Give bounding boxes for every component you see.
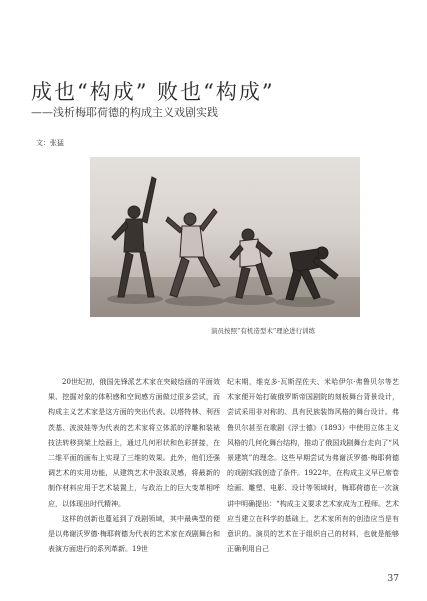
- photo-actors-training: [90, 157, 360, 317]
- article-title: 成也“构成” 败也“构成”: [31, 80, 275, 104]
- paragraph: 20世纪初，俄国先锋派艺术家在突破绘画的平面效果、挖掘对象的体积感和空间感方面做过很多尝试，而构成主义艺术家是这方面的突出代表。以塔特林、利西茨基、波波娃等为代表的艺术家将立体派的浮雕和装裱技法转移到架上绘画上，通过几何形状和色彩拼接，在二维平面的画布上实现了三维的效果。此外，他们还强调艺术的实用功能，从建筑艺术中汲取灵感，将最新的制作材料应用于艺术装置上，与政治上的巨大变革相呼应，以体现出时代精神。: [48, 378, 220, 508]
- paragraph: 纪末期，维克多·瓦斯涅佐夫、米哈伊尔·弗鲁贝尔等艺术家便开始打破俄罗斯帝国剧院的刻板舞台背景设计，尝试采用非对称的、具有民族装饰风格的舞台设计。弗鲁贝尔甚至在歌剧《浮士德》（1893）中使用立体主义风格的几何化舞台结构，推动了俄国戏剧舞台走向了“风景建筑”的理念。这些早期尝试为弗谢沃罗德·梅耶荷德的戏剧实践创造了条件。1922年，在构成主义早已席卷绘画、雕塑、电影、设计等领域时，梅耶荷德在一次演讲中明确提出：“构成主义要求艺术家成为工程师。艺术应当建立在科学的基础上，艺术家所有的创造应当是有意识的。演员的艺术在于组织自己的材料，也就是能够正确利用自己: [227, 378, 399, 554]
- body-column-left: [48, 375, 220, 557]
- paragraph: 这样的创新也蔓延到了戏剧领域，其中最典型的便是以弗谢沃罗德·梅耶荷德为代表的艺术家在戏剧舞台和表演方面进行的系列革新。19世: [48, 514, 220, 554]
- photo-caption: 演员按照“有机造型术”理论进行训练: [211, 327, 316, 335]
- page-number: 37: [387, 574, 399, 584]
- photo-illustration: [90, 157, 360, 317]
- article-subtitle: ——浅析梅耶荷德的构成主义戏剧实践: [31, 106, 218, 119]
- byline: 文：张猛: [36, 139, 64, 147]
- body-column-right: [227, 375, 399, 557]
